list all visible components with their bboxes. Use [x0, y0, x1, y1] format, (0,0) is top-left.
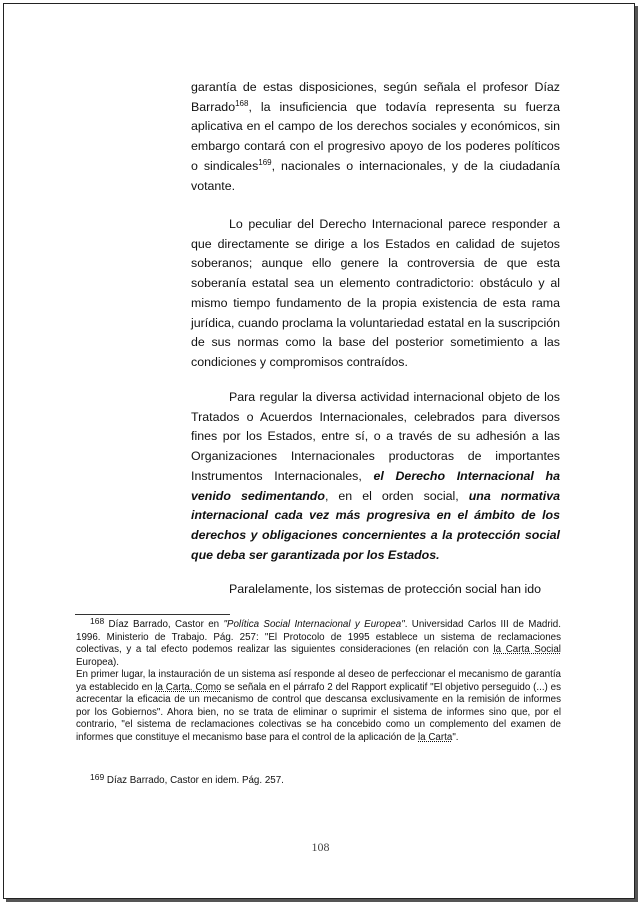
- footnote-ref-168[interactable]: 168: [235, 98, 249, 108]
- paragraph-1: garantía de estas disposiciones, según señala el profesor Díaz Barrado$^{168}$, la insuficiencia que todavía representa su fuerza aplicativa en el campo de los derechos sociales y económicos, sin embargo contará con el progresivo apoyo de los poderes políticos o sindicales$^{169}$, nacionales o internacionales, y de la ciudadanía votante.: [191, 80, 560, 193]
- paragraph-4: Paralelamente, los sistemas de protección social han ido: [229, 582, 541, 596]
- footnote-168: 168 Díaz Barrado, Castor en "Política Social Internacional y Europea". Universidad Carlos III de Madrid. 1996. Ministerio de Trabajo. Pág. 257: "El Protocolo de 1995 establece un sistema de reclamaciones colectivas, y a tal efecto podemos realizar las siguientes consideraciones (en relación con la Carta Social Europea). En primer lugar, la instauración de un sistema así responde al deseo de perfeccionar el mecanismo de garantía ya establecido en la Carta. Como se señala en el párrafo 2 del Rapport explicatif "El objetivo perseguido (...) es acrecentar la eficacia de un mecanismo de control que descansa exclusivamente en la remisión de informes por los Gobiernos". Ahora bien, no se trata de eliminar o suprimir el sistema de informes sino que, por el contrario, "el sistema de reclamaciones colectivas se ha concebido como un complemento del examen de informes que constituye el mecanismo base para el control de la aplicación de la Carta".: [76, 616, 561, 743]
- emphasis-text: una normativa internacional cada vez más progresiva en el ámbito de los derechos y obligaciones concernientes a la protección social que deba ser garantizada por los Estados.: [191, 488, 560, 562]
- footnote-ref-169[interactable]: 169: [258, 157, 272, 167]
- footnote-separator: [75, 614, 230, 615]
- body-text-2: [191, 215, 560, 373]
- page-number: 108: [311, 840, 330, 854]
- footnote-number: 168: [90, 616, 105, 626]
- footnote-169: 169 Díaz Barrado, Castor en idem. Pág. 257.: [90, 772, 284, 786]
- paragraph-2: Lo peculiar del Derecho Internacional parece responder a que directamente se dirige a los Estados en calidad de sujetos soberanos; aunque ello genere la controversia de que esta soberanía estatal sea un elemento contradictorio: obstáculo y al mismo tiempo fundamento de la propia existencia de esta rama jurídica, cuando proclama la voluntariedad estatal en la suscripción de sus normas como la base del posterior sometimiento a las condiciones y compromisos contraídos.: [191, 217, 560, 369]
- paragraph-3: Para regular la diversa actividad internacional objeto de los Tratados o Acuerdos Internacionales, celebrados para diversos fines por los Estados, entre sí, o a través de su adhesión a las Organizaciones Internacionales productoras de importantes Instrumentos Internacionales, el Derecho Internacional ha venido sedimentando, en el orden social, una normativa internacional cada vez más progresiva en el ámbito de los derechos y obligaciones concernientes a la protección social que deba ser garantizada por los Estados.: [191, 390, 560, 562]
- body-text-4: [191, 580, 560, 600]
- body-text: [191, 78, 560, 196]
- body-text-3: [191, 388, 560, 565]
- footnote-number: 169: [90, 772, 105, 782]
- emphasis-text: el Derecho Internacional ha venido sedimentando: [191, 468, 560, 503]
